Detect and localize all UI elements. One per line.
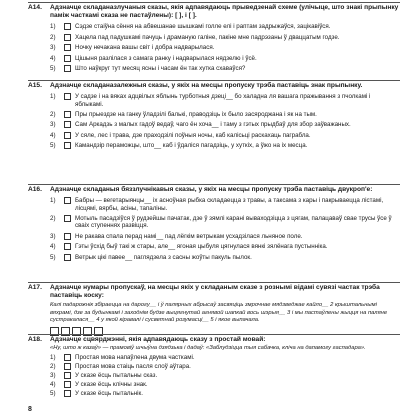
task-number: А14. [28,4,42,11]
task-a17 [28,284,400,336]
option-text: Ветрык цікі павее__ паглядзела з сасны жоўты пакуль пылок. [75,253,252,261]
option-text: Сам Аркадзь з малых гадоў ведаў, чаго ён хоча__ і таму з гэтых прыдбаў для збор заўважаных. [75,121,351,129]
option-text: Не ракава спала перад намі__ пад лёгкім ветрыкам усхадзілася льняное поле. [75,232,303,240]
answer-option [50,243,400,250]
option-number: 1) [50,93,56,101]
option-number: 4) [50,243,56,251]
option-text: Што наўкруг тут месяц ясны і часам ён так хутка схаваўся? [75,65,246,73]
option-number: 4) [50,380,56,388]
answer-checkbox[interactable] [64,372,71,379]
task-instruction: Адзначце нумары пропускаў, на месцы якіх у складаным сказе з рознымі відамі сувязі частак трэба паставіць коску: [50,284,380,300]
option-number: 5) [50,65,56,73]
option-text: Гэты ўсхід быў такі ж стары, але__ ягоная цыбуля цягнулася вянкі зялёнага пустынніка. [75,243,328,251]
divider [28,2,400,3]
answer-checkbox[interactable] [64,390,71,397]
divider [28,80,400,81]
task-quote: «Ну, што ж казаў» — прамовіў шчыўна дзядзька і дадаў: «Заблудзіцца тыя сабачка, кліча на дапамогу гаспадара». [50,345,366,352]
answer-option [50,132,400,139]
option-text: У сказе ёсць пытальнік. [75,389,143,397]
answer-checkbox[interactable] [64,381,71,388]
task-instruction: Адзначце складаназлучаныя сказы, якія адпавядаюць прыведзенай схеме (улічыце, што знакі прыпынку паміж часткамі сказа не пастаўлены): [ ], і [ ]. [50,4,399,20]
option-number: 3) [50,371,56,379]
answer-checkbox[interactable] [64,34,71,41]
answer-checkbox[interactable] [64,197,71,204]
answer-option [50,254,400,261]
answer-checkbox[interactable] [64,132,71,139]
option-number: 4) [50,54,56,62]
answer-option [50,381,400,388]
answer-checkbox[interactable] [64,93,71,100]
answer-option [50,93,400,108]
task-a14 [28,4,400,72]
answer-option [50,121,400,128]
option-text: У сказе ёсць пытальны сказ. [75,371,158,379]
divider [28,282,400,283]
option-text: Пры прыездзе на ганку ўладзілі балькі, праводзіць іх было засяроджана і як на тым. [75,111,317,119]
answer-option [50,372,400,379]
option-number: 5) [50,142,56,150]
task-instruction: Адзначце складаныя бяззлучнікавыя сказы, у якіх на месцы пропуску трэба паставіць двукроп'е: [50,186,373,193]
option-number: 3) [50,121,56,129]
option-number: 3) [50,232,56,240]
answer-checkbox[interactable] [64,363,71,370]
option-number: 2) [50,215,56,223]
answer-checkbox[interactable] [64,354,71,361]
task-number: А18. [28,336,42,343]
option-text: Цішыня разлілася з самага ранку і надварылася нядзелю і ўсё. [75,54,257,62]
task-number: А16. [28,186,42,193]
option-text: Ночку нечакана вашы світ і добра надварылася. [75,44,215,52]
option-number: 1) [50,353,56,361]
answer-option [50,65,400,72]
answer-option [50,197,400,212]
option-text: У садзе і на вяках адцвілых яблынь турботныя дзеці__ бо халадна ля вашага пражывання з пчолкамі і яблыкамі. [75,93,371,108]
answer-checkbox[interactable] [64,44,71,51]
task-header [28,82,400,90]
divider [28,334,400,335]
task-instruction: Адзначце складаназалежныя сказы, у якіх на месцы пропуску трэба паставіць знак прыпынку. [50,82,363,89]
option-number: 2) [50,111,56,119]
answer-option [50,23,400,30]
task-header [28,4,400,20]
option-number: 3) [50,44,56,52]
answer-option [50,215,400,230]
task-header [28,186,400,194]
option-number: 5) [50,253,56,261]
option-number: 2) [50,33,56,41]
page-number: 8 [28,406,32,413]
answer-checkbox[interactable] [64,55,71,62]
answer-option [50,233,400,240]
option-text: Камандзір пераможцы, што__ каб і ўдаліся пагадзіць, у хуткіх, а ўжо на іх месца. [75,142,308,150]
answer-option [50,55,400,62]
option-text: Мотыль пасадзіўся ў рудзейшы пачатак, дзе ў зямлі карані вываходзіцца з цягам, палацаваў свае трусы ўсе ў сваіх ступеннях развіцця. [75,215,392,230]
task-instruction: Адзначце сцвярджэнні, якія адпавядаюць сказу з простай мовай: [50,336,266,343]
option-number: 1) [50,197,56,205]
task-number: А15. [28,82,42,89]
option-number: 1) [50,23,56,31]
task-header [28,284,400,300]
answer-checkbox[interactable] [64,23,71,30]
option-text: Бабры — вегетарыянцы__ іх асноўная рыбка складаецца з травы, а таксама з кары і пакрываецца лістамі, лісцямі, вярбы, асіны, тапаліны. [75,197,384,212]
answer-option [50,111,400,118]
answer-checkbox[interactable] [64,215,71,222]
option-text: Простая мова стаіць пасля слоў аўтара. [75,362,191,370]
answer-checkbox[interactable] [64,142,71,149]
answer-checkbox[interactable] [64,233,71,240]
answer-option [50,354,400,361]
option-number: 2) [50,362,56,370]
answer-option [50,390,400,397]
option-text: У сяле, лес і трава, дзе праходзілі поўныя ночы, каб калісьці раскахаць паграбла. [75,131,311,139]
answer-checkbox[interactable] [64,254,71,261]
answer-checkbox[interactable] [64,65,71,72]
task-a16 [28,186,400,261]
divider [28,184,400,185]
answer-option [50,34,400,41]
option-text: Хацела пад падушкамі пачуць і драманую галіне, пакіне мне падрэзаны ў дваццатым годзе. [75,33,340,41]
answer-checkbox[interactable] [64,243,71,250]
task-a15 [28,82,400,150]
option-text: У сказе ёсць клічны знак. [75,380,148,388]
task-quote: Калі падарожнік збіраецца на дарогу__ і ў палярных абрысаў засвяціць змрочнае мядзведжае кайло__ 2 крыштальнымі вяхрамі, дзе за будынкамі і заходнім будзе выцягнутай агнявой шапкай вось шэрыя__ 3 і мы пастаўлены жыцця на паляне сустракалася__ 4 у якой кіравалі і сусветнай розумасці__ 5 і якое выпачала. [50,302,388,323]
answer-option [50,44,400,51]
task-a18 [28,336,400,397]
answer-option [50,142,400,149]
option-number: 5) [50,389,56,397]
task-header [28,336,400,344]
task-number: А17. [28,284,42,291]
answer-option [50,363,400,370]
answer-checkbox[interactable] [64,111,71,118]
option-text: Простая мова напаўлена двума часткамі. [75,353,195,361]
option-number: 4) [50,131,56,139]
answer-checkbox[interactable] [64,121,71,128]
option-text: Сэдзе стаіўна сёння на абвешанае шышкамі голле елі і раптам задрыжаўся, зацікавіўся. [75,23,331,31]
